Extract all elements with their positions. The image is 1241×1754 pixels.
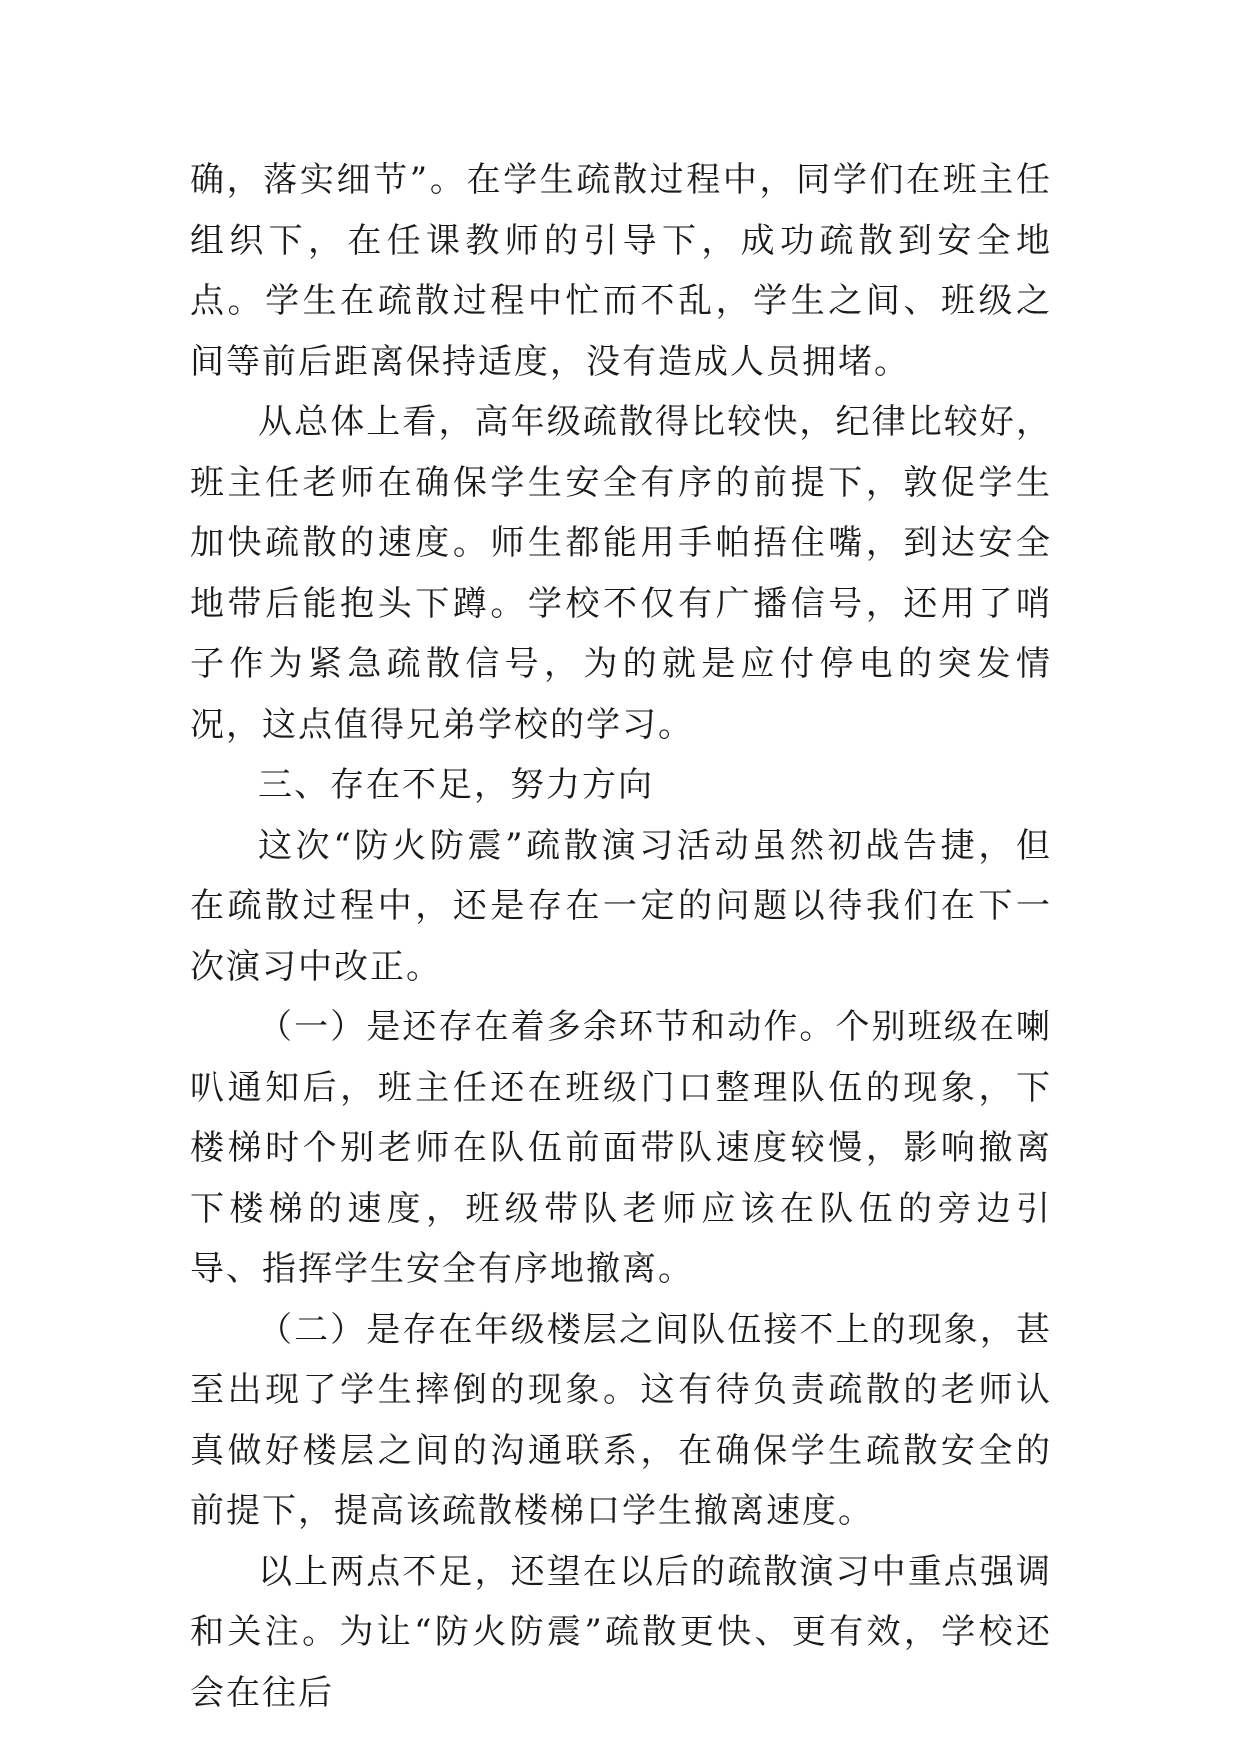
paragraph-continued: 确，落实细节”。在学生疏散过程中，同学们在班主任组织下，在任课教师的引导下，成功疏散到安全地点。学生在疏散过程中忙而不乱，学生之间、班级之间等前后距离保持适度，没有造成人员拥堵。 xyxy=(190,160,1052,382)
section-heading-shortcomings: 三、存在不足，努力方向 xyxy=(258,765,654,805)
paragraph-conclusion: 以上两点不足，还望在以后的疏散演习中重点强调和关注。为让“防火防震”疏散更快、更有效，学校还会在往后 xyxy=(190,1551,1052,1713)
paragraph-point-one: （一）是还存在着多余环节和动作。个别班级在喇叭通知后，班主任还在班级门口整理队伍的现象，下楼梯时个别老师在队伍前面带队速度较慢，影响撤离下楼梯的速度，班级带队老师应该在队伍的旁边引导、指挥学生安全有序地撤离。 xyxy=(190,1007,1052,1289)
paragraph-overall-review: 从总体上看，高年级疏散得比较快，纪律比较好，班主任老师在确保学生安全有序的前提下，敦促学生加快疏散的速度。师生都能用手帕捂住嘴，到达安全地带后能抱头下蹲。学校不仅有广播信号，还用了哨子作为紧急疏散信号，为的就是应付停电的突发情况，这点值得兄弟学校的学习。 xyxy=(190,402,1052,745)
paragraph-shortcomings-intro: 这次“防火防震”疏散演习活动虽然初战告捷，但在疏散过程中，还是存在一定的问题以待我们在下一次演习中改正。 xyxy=(190,825,1052,987)
paragraph-point-two: （二）是存在年级楼层之间队伍接不上的现象，甚至出现了学生摔倒的现象。这有待负责疏散的老师认真做好楼层之间的沟通联系，在确保学生疏散安全的前提下，提高该疏散楼梯口学生撤离速度。 xyxy=(190,1309,1052,1531)
document-body xyxy=(190,150,1052,1723)
